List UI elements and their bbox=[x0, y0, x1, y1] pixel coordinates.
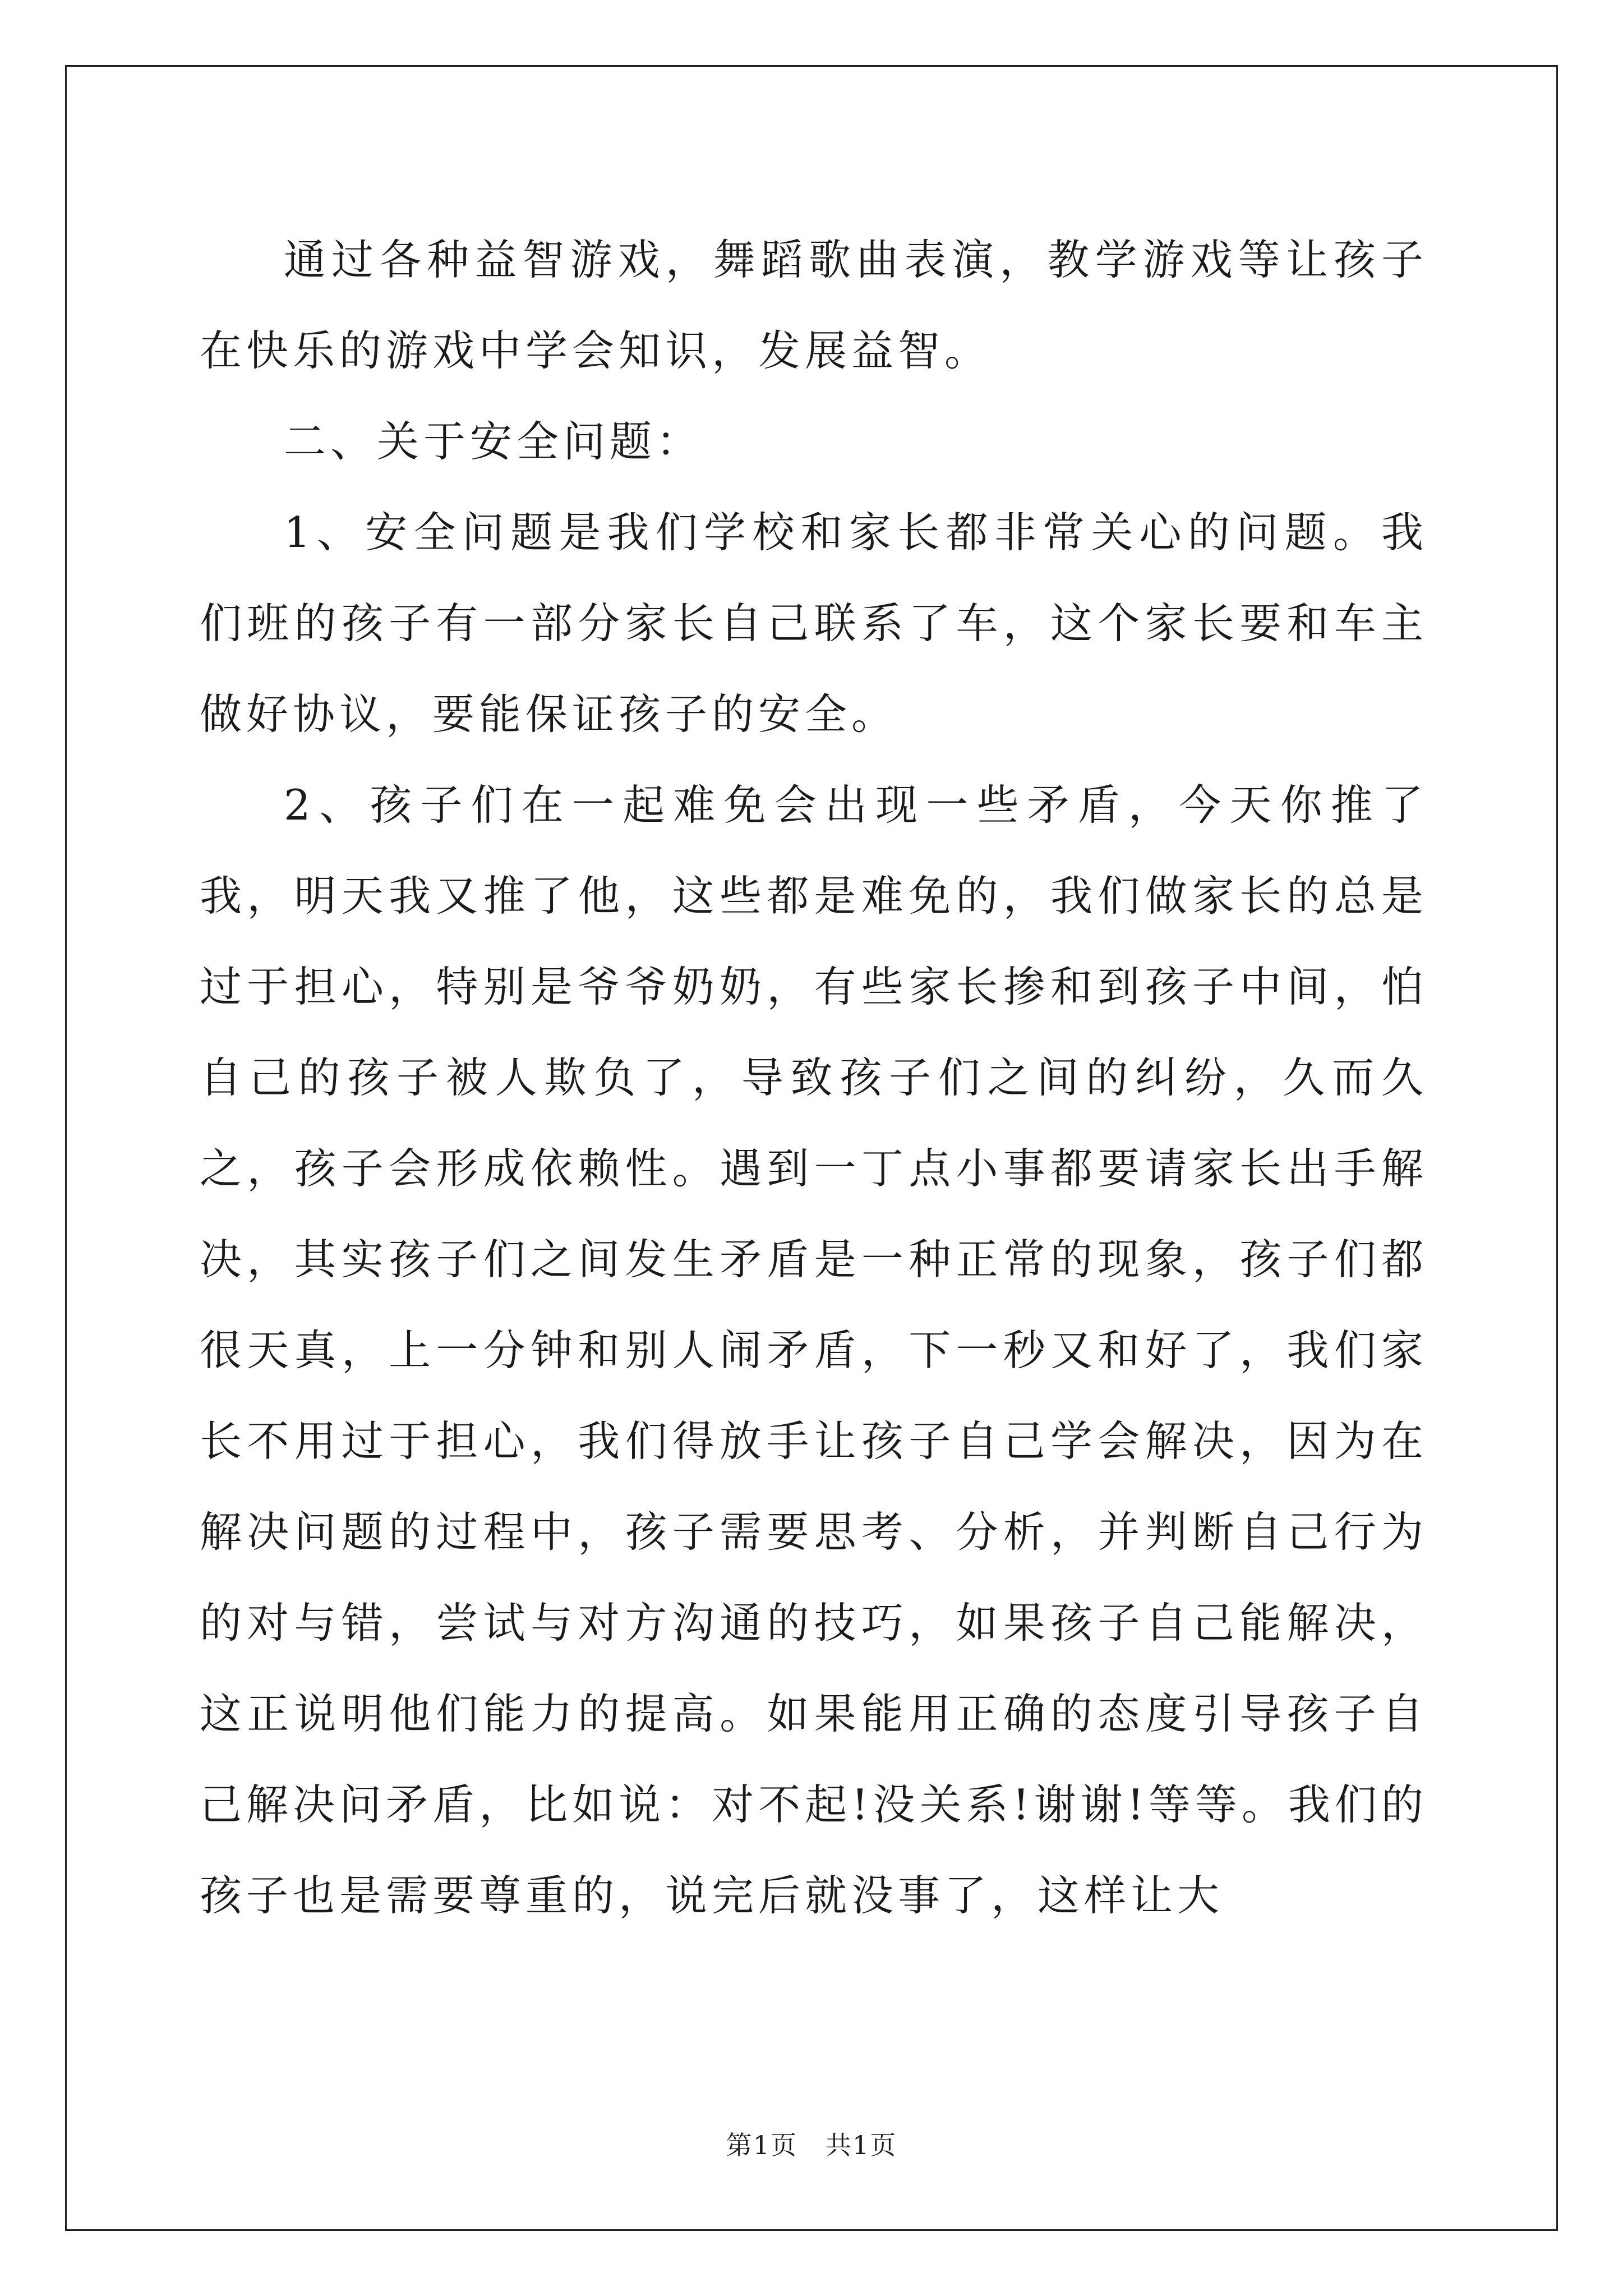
paragraph-intro: 通过各种益智游戏，舞蹈歌曲表演，教学游戏等让孩子在快乐的游戏中学会知识，发展益智。 bbox=[200, 235, 1428, 375]
page-number-footer: 第1页 共1页 bbox=[726, 2130, 897, 2160]
paragraph-item-1: 1、安全问题是我们学校和家长都非常关心的问题。我们班的孩子有一部分家长自己联系了车，这个家长要和车主做好协议，要能保证孩子的安全。 bbox=[200, 508, 1428, 739]
document-body bbox=[200, 214, 1428, 1941]
section-heading-safety: 二、关于安全问题： bbox=[284, 417, 703, 466]
paragraph-item-2: 2、孩子们在一起难免会出现一些矛盾，今天你推了我，明天我又推了他，这些都是难免的，我们做家长的总是过于担心，特别是爷爷奶奶，有些家长掺和到孩子中间，怕自己的孩子被人欺负了，导致孩子们之间的纠纷，久而久之，孩子会形成依赖性。遇到一丁点小事都要请家长出手解决，其实孩子们之间发生矛盾是一种正常的现象，孩子们都很天真，上一分钟和别人闹矛盾，下一秒又和好了，我们家长不用过于担心，我们得放手让孩子自己学会解决，因为在解决问题的过程中，孩子需要思考、分析，并判断自己行为的对与错，尝试与对方沟通的技巧，如果孩子自己能解决，这正说明他们能力的提高。如果能用正确的态度引导孩子自己解决问矛盾，比如说：对不起!没关系!谢谢!等等。我们的孩子也是需要尊重的，说完后就没事了，这样让大 bbox=[200, 780, 1428, 1920]
